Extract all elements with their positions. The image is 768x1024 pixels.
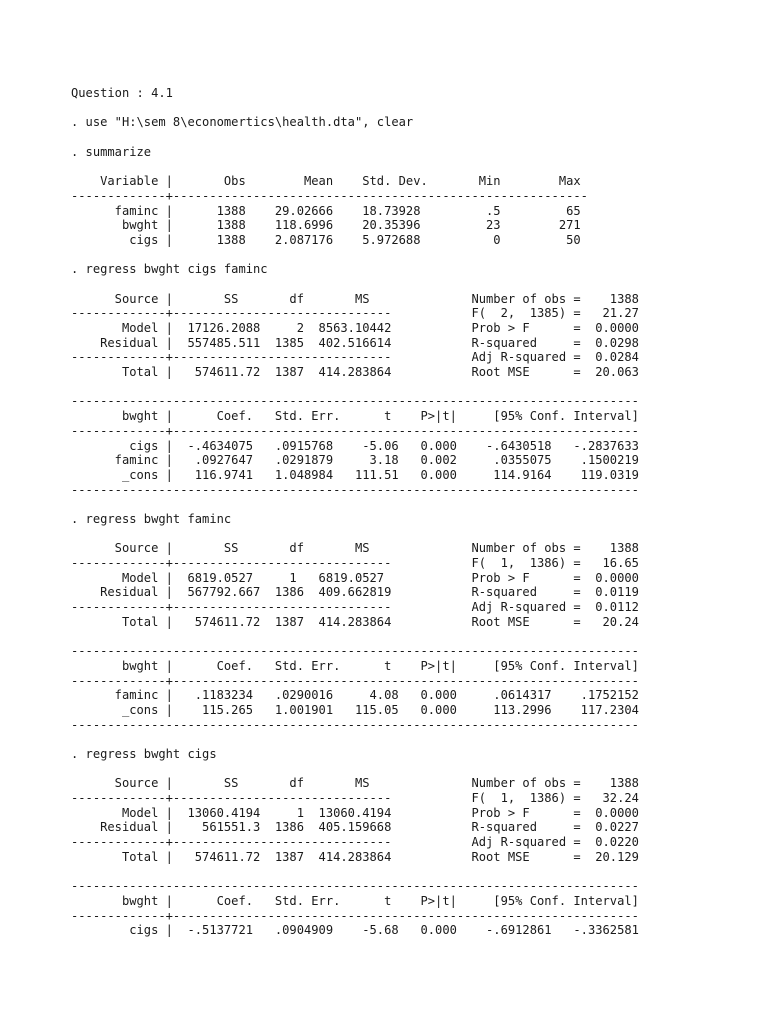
log-line: -------------+------------------------------ Adj R-squared = 0.0284: [71, 350, 639, 365]
log-line: . regress bwght cigs: [71, 746, 217, 761]
log-line: Total | 574611.72 1387 414.283864 Root MSE = 20.24: [71, 614, 639, 629]
log-line: [71, 277, 751, 292]
log-line: Model | 17126.2088 2 8563.10442 Prob > F = 0.0000: [71, 321, 639, 335]
log-line: . use "H:\sem 8\economertics\health.dta", clear: [71, 115, 414, 130]
log-line: Source | SS df MS Number of obs = 1388: [71, 541, 639, 556]
log-line: cigs | -.4634075 .0915768 -5.06 0.000 -.6430518 -.2837633: [71, 438, 639, 453]
log-line: . regress bwght faminc: [71, 511, 232, 526]
log-line: bwght | 1388 118.6996 20.35396 23 271: [71, 218, 581, 233]
log-line: _cons | 115.265 1.001901 115.05 0.000 113.2996 117.2304: [71, 702, 639, 717]
log-line: ------------------------------------------------------------------------------: [71, 879, 639, 894]
log-line: [71, 159, 751, 174]
log-line: [71, 380, 751, 395]
log-line: faminc | 1388 29.02666 18.73928 .5 65: [71, 203, 581, 218]
log-line: Residual | 567792.667 1386 409.662819 R-squared = 0.0119: [71, 585, 639, 600]
log-line: Source | SS df MS Number of obs = 1388: [71, 291, 639, 306]
log-line: Residual | 561551.3 1386 405.159668 R-squared = 0.0227: [71, 820, 639, 835]
log-line: Source | SS df MS Number of obs = 1388: [71, 776, 639, 791]
log-line: [71, 130, 751, 145]
log-line: [71, 248, 751, 263]
log-line: ------------------------------------------------------------------------------: [71, 644, 639, 659]
log-line: cigs | 1388 2.087176 5.972688 0 50: [71, 232, 581, 247]
log-line: -------------+----------------------------------------------------------------: [71, 423, 639, 438]
log-line: _cons | 116.9741 1.048984 111.51 0.000 114.9164 119.0319: [71, 467, 639, 482]
log-line: cigs | -.5137721 .0904909 -5.68 0.000 -.6912861 -.3362581: [71, 923, 639, 938]
log-line: [71, 101, 751, 116]
log-line: [71, 864, 751, 879]
log-line: -------------+------------------------------ Adj R-squared = 0.0112: [71, 600, 639, 615]
log-line: bwght | Coef. Std. Err. t P>|t| [95% Conf. Interval]: [71, 893, 639, 908]
log-line: ------------------------------------------------------------------------------: [71, 717, 639, 732]
log-line: [71, 497, 751, 512]
log-line: -------------+------------------------------ F( 1, 1386) = 32.24: [71, 791, 639, 805]
log-line: Total | 574611.72 1387 414.283864 Root MSE = 20.129: [71, 849, 639, 864]
log-line: faminc | .0927647 .0291879 3.18 0.002 .0355075 .1500219: [71, 453, 639, 468]
log-line: -------------+----------------------------------------------------------------: [71, 908, 639, 923]
log-line: Model | 13060.4194 1 13060.4194 Prob > F = 0.0000: [71, 805, 639, 820]
log-line: . summarize: [71, 144, 152, 159]
log-line: [71, 629, 751, 644]
log-line: [71, 527, 751, 542]
log-line: Variable | Obs Mean Std. Dev. Min Max: [71, 174, 581, 189]
log-line: -------------+------------------------------ F( 1, 1386) = 16.65: [71, 556, 639, 570]
log-line: Total | 574611.72 1387 414.283864 Root MSE = 20.063: [71, 365, 639, 380]
log-line: Question : 4.1: [71, 86, 173, 100]
log-line: ------------------------------------------------------------------------------: [71, 482, 639, 497]
log-line: [71, 732, 751, 747]
log-line: -------------+----------------------------------------------------------------: [71, 673, 639, 688]
log-line: faminc | .1183234 .0290016 4.08 0.000 .0614317 .1752152: [71, 688, 639, 703]
log-line: [71, 762, 751, 777]
log-line: ------------------------------------------------------------------------------: [71, 394, 639, 409]
log-line: Residual | 557485.511 1385 402.516614 R-squared = 0.0298: [71, 335, 639, 350]
log-line: bwght | Coef. Std. Err. t P>|t| [95% Conf. Interval]: [71, 409, 639, 424]
log-line: -------------+------------------------------ F( 2, 1385) = 21.27: [71, 306, 639, 321]
log-line: -------------+------------------------------ Adj R-squared = 0.0220: [71, 835, 639, 850]
log-line: bwght | Coef. Std. Err. t P>|t| [95% Conf. Interval]: [71, 658, 639, 673]
log-line: Model | 6819.0527 1 6819.0527 Prob > F = 0.0000: [71, 570, 639, 585]
log-line: . regress bwght cigs faminc: [71, 262, 268, 277]
log-line: -------------+---------------------------------------------------------: [71, 188, 588, 203]
stata-output-log: [71, 86, 751, 938]
